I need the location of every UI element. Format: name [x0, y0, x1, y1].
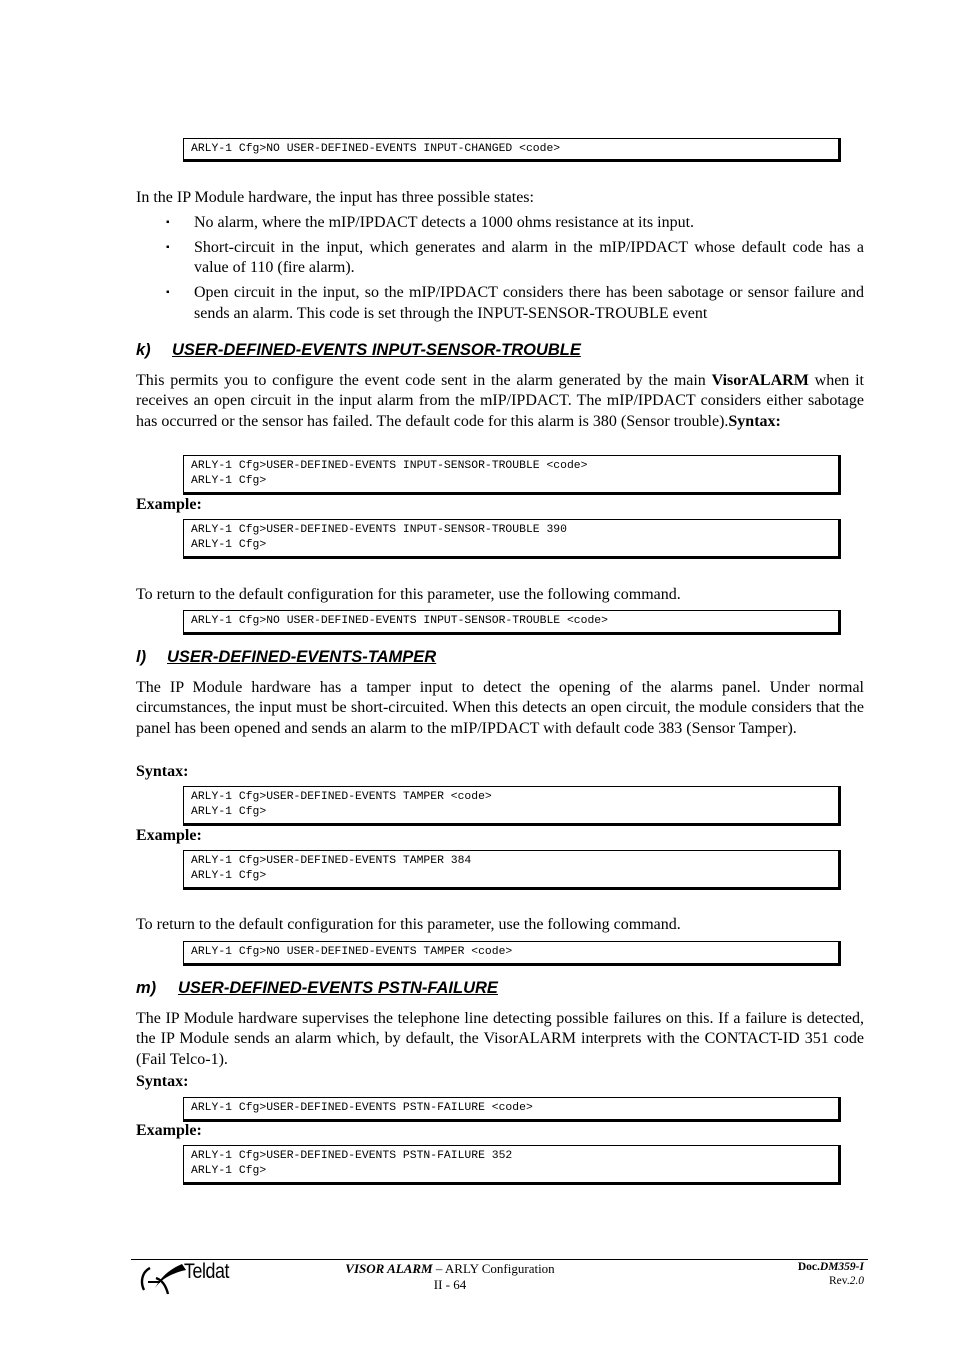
code-block-syntax: ARLY-1 Cfg>USER-DEFINED-EVENTS INPUT-SENSOR-TROUBLE <code> ARLY-1 Cfg> — [183, 455, 841, 495]
section-l-description: The IP Module hardware has a tamper input to detect the opening of the alarms panel. Under normal circumstances, the input must be short-circuited. When this detects an open circuit, the module considers that the panel has been opened and sends an alarm to the mIP/IPDACT with default code 383 (Sensor Tamper). — [136, 679, 864, 737]
list-item: ▪ Open circuit in the input, so the mIP/IPDACT considers there has been sabotage or sensor failure and sends an alarm. This code is set through the INPUT-SENSOR-TROUBLE event — [166, 284, 864, 322]
code-block-syntax: ARLY-1 Cfg>USER-DEFINED-EVENTS TAMPER <code> ARLY-1 Cfg> — [183, 786, 841, 826]
teldat-bird-icon — [138, 1260, 190, 1298]
example-label: Example: — [136, 1122, 202, 1139]
footer-doc-info: Doc.DM359-I Rev.2.0 — [797, 1261, 864, 1287]
return-default-text: To return to the default configuration for this parameter, use the following command. — [136, 916, 681, 933]
bullet-icon: ▪ — [166, 287, 170, 299]
section-heading-m: m) USER-DEFINED-EVENTS PSTN-FAILURE — [136, 979, 498, 997]
list-item: ▪ No alarm, where the mIP/IPDACT detects a 1000 ohms resistance at its input. — [136, 213, 864, 233]
code-block-syntax: ARLY-1 Cfg>USER-DEFINED-EVENTS PSTN-FAILURE <code> — [183, 1097, 841, 1122]
page-number: II - 64 — [433, 1277, 467, 1292]
code-block-input-changed: ARLY-1 Cfg>NO USER-DEFINED-EVENTS INPUT-CHANGED <code> — [183, 138, 841, 162]
section-heading-l: l) USER-DEFINED-EVENTS-TAMPER — [136, 648, 437, 666]
intro-text: In the IP Module hardware, the input has three possible states: — [136, 189, 534, 206]
list-item: ▪ Short-circuit in the input, which generates and alarm in the mIP/IPDACT whose default code has a value of 110 (fire alarm). — [166, 239, 864, 277]
states-list — [136, 213, 864, 329]
syntax-label: Syntax: — [136, 763, 189, 780]
example-label: Example: — [136, 827, 202, 844]
code-block-return-default: ARLY-1 Cfg>NO USER-DEFINED-EVENTS INPUT-SENSOR-TROUBLE <code> — [183, 610, 841, 635]
section-m-description: The IP Module hardware supervises the telephone line detecting possible failures on this. If a failure is detected, the IP Module sends an alarm which, by default, the VisorALARM interprets with the CONTACT-ID 351 code (Fail Telco-1). — [136, 1010, 864, 1068]
bullet-icon: ▪ — [166, 217, 170, 228]
teldat-logo — [138, 1260, 248, 1298]
logo-text: Teldat — [184, 1260, 230, 1283]
example-label: Example: — [136, 496, 202, 513]
code-block-example: ARLY-1 Cfg>USER-DEFINED-EVENTS TAMPER 384 ARLY-1 Cfg> — [183, 850, 841, 890]
section-k-description: This permits you to configure the event code sent in the alarm generated by the main VisorALARM when it receives an open circuit in the input alarm from the mIP/IPDACT. The mIP/IPDACT considers either sabotage has occurred or the sensor has failed. The default code for this alarm is 380 (Sensor trouble).Syntax: — [136, 372, 865, 430]
bullet-icon: ▪ — [166, 242, 170, 253]
footer-title: VISOR ALARM – ARLY Configuration II - 64 — [300, 1261, 600, 1293]
code-block-example: ARLY-1 Cfg>USER-DEFINED-EVENTS PSTN-FAILURE 352 ARLY-1 Cfg> — [183, 1145, 841, 1185]
return-default-text: To return to the default configuration for this parameter, use the following command. — [136, 586, 681, 603]
code-block-example: ARLY-1 Cfg>USER-DEFINED-EVENTS INPUT-SENSOR-TROUBLE 390 ARLY-1 Cfg> — [183, 519, 841, 559]
syntax-label: Syntax: — [136, 1073, 189, 1090]
section-heading-k: k) USER-DEFINED-EVENTS INPUT-SENSOR-TROUBLE — [136, 341, 581, 359]
code-block-return-default: ARLY-1 Cfg>NO USER-DEFINED-EVENTS TAMPER <code> — [183, 941, 841, 966]
